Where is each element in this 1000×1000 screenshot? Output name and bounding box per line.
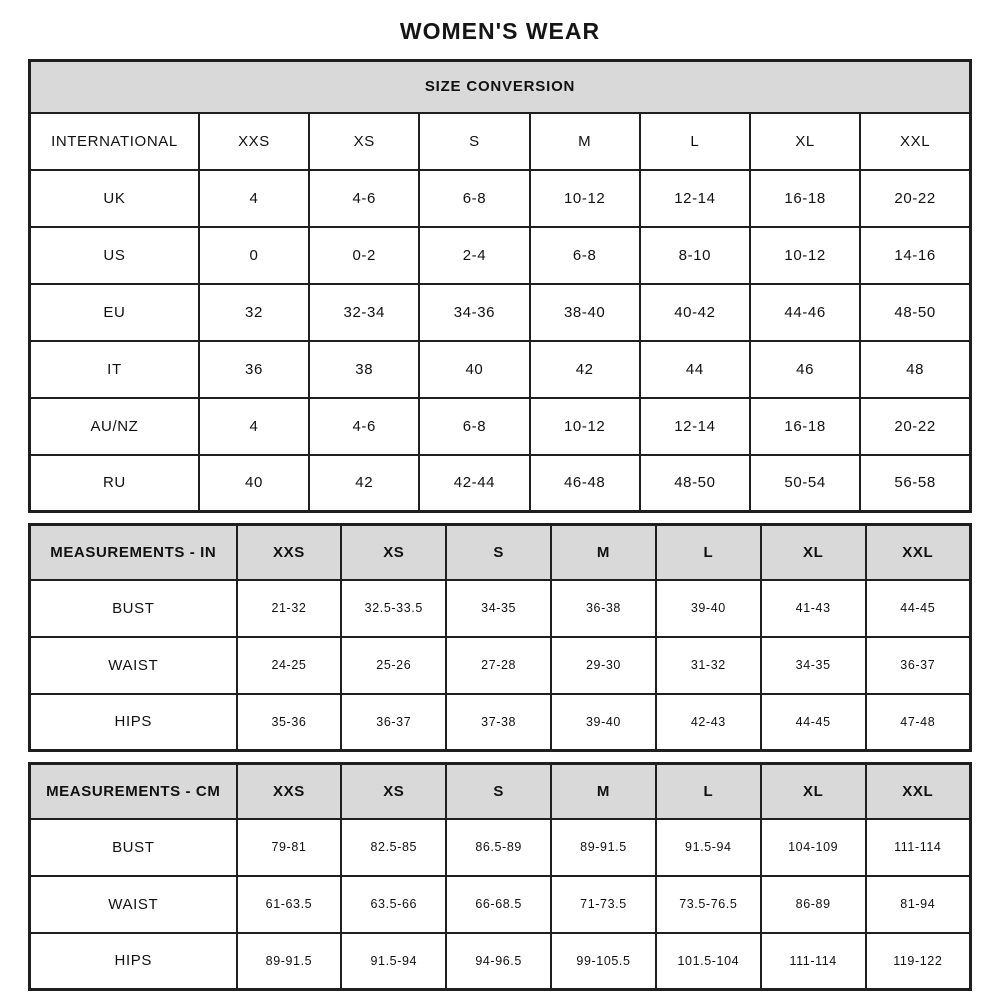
row-label: RU [30,455,199,512]
column-header: XXL [866,764,971,819]
cell-value: 32.5-33.5 [341,580,446,637]
row-label: IT [30,341,199,398]
table-row [30,637,971,694]
cell-value: 41-43 [761,580,866,637]
cell-value: 42-43 [656,694,761,751]
table-row [30,341,971,398]
cell-value: 73.5-76.5 [656,876,761,933]
cell-value: 16-18 [750,170,860,227]
row-label: HIPS [30,933,237,990]
header-row [30,764,971,819]
table-row [30,876,971,933]
cell-value: 44-46 [750,284,860,341]
cell-value: 35-36 [237,694,342,751]
row-label: WAIST [30,637,237,694]
header-row [30,525,971,580]
cell-value: 20-22 [860,170,970,227]
cell-value: 34-36 [419,284,529,341]
cell-value: 36-37 [866,637,971,694]
cell-value: 44-45 [866,580,971,637]
cell-value: 48-50 [640,455,750,512]
cell-value: 36-38 [551,580,656,637]
row-label: WAIST [30,876,237,933]
cell-value: 44-45 [761,694,866,751]
cell-value: 25-26 [341,637,446,694]
column-header: M [551,764,656,819]
cell-value: 50-54 [750,455,860,512]
cell-value: 38 [309,341,419,398]
column-header: XXS [237,764,342,819]
column-header: M [551,525,656,580]
page-title: WOMEN'S WEAR [399,18,601,44]
cell-value: 6-8 [419,170,529,227]
column-header: XL [750,113,860,170]
cell-value: 10-12 [750,227,860,284]
cell-value: 42 [530,341,640,398]
cell-value: 48-50 [860,284,970,341]
cell-value: 56-58 [860,455,970,512]
row-label: AU/NZ [30,398,199,455]
cell-value: 32 [199,284,309,341]
column-header: L [656,525,761,580]
cell-value: 40-42 [640,284,750,341]
cell-value: 8-10 [640,227,750,284]
cell-value: 4-6 [309,170,419,227]
cell-value: 42 [309,455,419,512]
column-header: XL [761,764,866,819]
table-row [30,170,971,227]
column-header: S [446,525,551,580]
cell-value: 71-73.5 [551,876,656,933]
cell-value: 12-14 [640,398,750,455]
cell-value: 16-18 [750,398,860,455]
cell-value: 66-68.5 [446,876,551,933]
cell-value: 119-122 [866,933,971,990]
cell-value: 89-91.5 [551,819,656,876]
cell-value: 32-34 [309,284,419,341]
cell-value: 82.5-85 [341,819,446,876]
cell-value: 86-89 [761,876,866,933]
cell-value: 99-105.5 [551,933,656,990]
row-label: UK [30,170,199,227]
table-row [30,819,971,876]
cell-value: 4 [199,398,309,455]
table-title: MEASUREMENTS - CM [30,764,237,819]
cell-value: 111-114 [866,819,971,876]
row-label: HIPS [30,694,237,751]
row-label: BUST [30,819,237,876]
header-row [30,113,971,170]
cell-value: 0 [199,227,309,284]
column-header: S [446,764,551,819]
column-header: L [640,113,750,170]
cell-value: 34-35 [446,580,551,637]
cell-value: 94-96.5 [446,933,551,990]
row-label: US [30,227,199,284]
column-header: XXL [860,113,970,170]
cell-value: 91.5-94 [341,933,446,990]
cell-value: 44 [640,341,750,398]
table-row [30,284,971,341]
table-row [30,933,971,990]
column-header: S [419,113,529,170]
cell-value: 46 [750,341,860,398]
cell-value: 36-37 [341,694,446,751]
cell-value: 37-38 [446,694,551,751]
table-row [30,227,971,284]
cell-value: 6-8 [530,227,640,284]
column-header: M [530,113,640,170]
cell-value: 40 [199,455,309,512]
column-header: XL [761,525,866,580]
cell-value: 38-40 [530,284,640,341]
cell-value: 89-91.5 [237,933,342,990]
cell-value: 6-8 [419,398,529,455]
table-row [30,580,971,637]
cell-value: 29-30 [551,637,656,694]
cell-value: 48 [860,341,970,398]
measurements-in-table [28,523,972,752]
cell-value: 81-94 [866,876,971,933]
cell-value: 21-32 [237,580,342,637]
cell-value: 101.5-104 [656,933,761,990]
table-title: SIZE CONVERSION [30,61,971,113]
cell-value: 31-32 [656,637,761,694]
size-conversion-table [28,59,972,513]
cell-value: 4 [199,170,309,227]
cell-value: 36 [199,341,309,398]
cell-value: 86.5-89 [446,819,551,876]
cell-value: 47-48 [866,694,971,751]
cell-value: 14-16 [860,227,970,284]
table-row [30,694,971,751]
cell-value: 2-4 [419,227,529,284]
cell-value: 63.5-66 [341,876,446,933]
row-label: EU [30,284,199,341]
column-header: XXS [199,113,309,170]
column-header: L [656,764,761,819]
column-header: XS [309,113,419,170]
cell-value: 111-114 [761,933,866,990]
cell-value: 46-48 [530,455,640,512]
cell-value: 61-63.5 [237,876,342,933]
cell-value: 24-25 [237,637,342,694]
column-header: XS [341,525,446,580]
column-header: XS [341,764,446,819]
cell-value: 12-14 [640,170,750,227]
table-row [30,398,971,455]
table-title-row [30,61,971,113]
row-label: BUST [30,580,237,637]
column-header: INTERNATIONAL [30,113,199,170]
cell-value: 20-22 [860,398,970,455]
cell-value: 4-6 [309,398,419,455]
cell-value: 0-2 [309,227,419,284]
cell-value: 39-40 [551,694,656,751]
cell-value: 34-35 [761,637,866,694]
measurements-cm-table [28,762,972,991]
cell-value: 10-12 [530,170,640,227]
column-header: XXL [866,525,971,580]
cell-value: 42-44 [419,455,529,512]
table-title: MEASUREMENTS - IN [30,525,237,580]
column-header: XXS [237,525,342,580]
cell-value: 40 [419,341,529,398]
cell-value: 104-109 [761,819,866,876]
cell-value: 27-28 [446,637,551,694]
cell-value: 91.5-94 [656,819,761,876]
cell-value: 79-81 [237,819,342,876]
cell-value: 10-12 [530,398,640,455]
table-row [30,455,971,512]
cell-value: 39-40 [656,580,761,637]
